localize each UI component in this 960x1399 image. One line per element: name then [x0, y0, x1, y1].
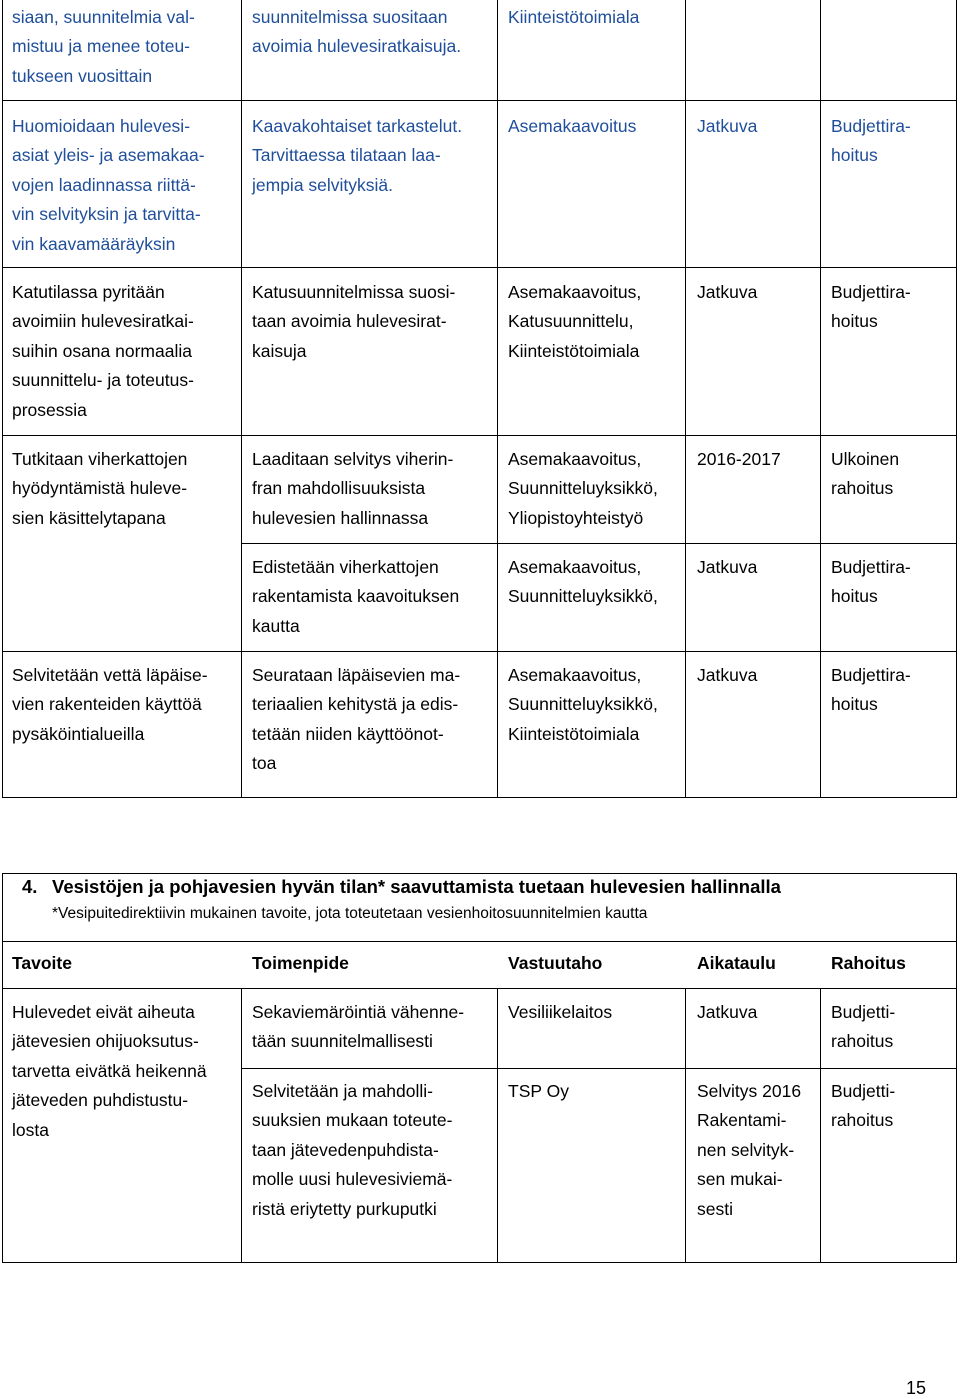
table-cell-rahoitus: Budjettira- hoitus: [831, 557, 911, 607]
header-rahoitus: Rahoitus: [831, 953, 906, 973]
table-cell-tavoite: Huomioidaan hulevesi- asiat yleis- ja asemakaa- vojen laadinnassa riittä- vin selvityksin ja tarvitta- vin kaavamääräyksin: [12, 116, 205, 254]
section-title-text: Vesistöjen ja pohjavesien hyvän tilan* saavuttamista tuetaan hulevesien hallinnalla: [52, 876, 781, 897]
page-number: 15: [906, 1378, 927, 1398]
table-cell-tavoite: Katutilassa pyritään avoimiin hulevesiratkai- suihin osana normaalia suunnittelu- ja toteutus- prosessia: [12, 282, 194, 420]
table-cell-aikataulu: Jatkuva: [697, 116, 758, 136]
table-cell-vastuutaho: Vesiliikelaitos: [508, 1002, 613, 1022]
table-cell-vastuutaho: Asemakaavoitus, Katusuunnittelu, Kiinteistötoimiala: [508, 282, 642, 361]
table-cell-toimenpide: Seurataan läpäisevien ma- teriaalien kehitystä ja edis- tetään niiden käyttöönot- toa: [252, 665, 461, 774]
table-cell-tavoite: siaan, suunnitelmia val- mistuu ja menee toteu- tukseen vuosittain: [12, 7, 195, 86]
table-cell-rahoitus: Ulkoinen rahoitus: [831, 449, 900, 499]
table-cell-vastuutaho: TSP Oy: [508, 1081, 569, 1101]
table-cell-toimenpide: Katusuunnitelmissa suosi- taan avoimia hulevesirat- kaisuja: [252, 282, 456, 361]
table-cell-aikataulu: Jatkuva: [697, 665, 758, 685]
table-cell-vastuutaho: Kiinteistötoimiala: [508, 7, 640, 27]
header-tavoite: Tavoite: [12, 953, 72, 973]
table-cell-toimenpide: suunnitelmissa suositaan avoimia hulevesiratkaisuja.: [252, 7, 462, 57]
table-cell-tavoite: Tutkitaan viherkattojen hyödyntämistä huleve- sien käsittelytapana: [12, 449, 188, 528]
table-cell-aikataulu: Jatkuva: [697, 1002, 758, 1022]
table-cell-toimenpide: Edistetään viherkattojen rakentamista kaavoituksen kautta: [252, 557, 460, 636]
table-cell-rahoitus: Budjetti- rahoitus: [831, 1081, 896, 1131]
table-cell-vastuutaho: Asemakaavoitus, Suunnitteluyksikkö, Kiinteistötoimiala: [508, 665, 658, 744]
table-cell-rahoitus: Budjettira- hoitus: [831, 282, 911, 332]
table-cell-tavoite: Selvitetään vettä läpäise- vien rakenteiden käyttöä pysäköintialueilla: [12, 665, 208, 744]
table-cell-tavoite: Hulevedet eivät aiheuta jätevesien ohijuoksutus- tarvetta eivätkä heikennä jäteveden puhdistustu- losta: [12, 1002, 207, 1140]
table-cell-rahoitus: Budjettira- hoitus: [831, 665, 911, 715]
table-cell-toimenpide: Kaavakohtaiset tarkastelut. Tarvittaessa tilataan laa- jempia selvityksiä.: [252, 116, 463, 195]
table-cell-aikataulu: Jatkuva: [697, 557, 758, 577]
table-cell-rahoitus: Budjetti- rahoitus: [831, 1002, 896, 1052]
table-cell-toimenpide: Laaditaan selvitys viherin- fran mahdollisuuksista hulevesien hallinnassa: [252, 449, 454, 528]
table-cell-rahoitus: Budjettira- hoitus: [831, 116, 911, 166]
table-cell-toimenpide: Selvitetään ja mahdolli- suuksien mukaan toteute- taan jätevedenpuhdista- molle uusi hulevesiviemä- ristä eriytetty purkuputki: [252, 1081, 453, 1219]
section-number: 4.: [22, 876, 38, 897]
table-cell-vastuutaho: Asemakaavoitus, Suunnitteluyksikkö,: [508, 557, 658, 607]
header-vastuutaho: Vastuutaho: [508, 953, 603, 973]
table-cell-aikataulu: Jatkuva: [697, 282, 758, 302]
table-cell-vastuutaho: Asemakaavoitus: [508, 116, 637, 136]
header-aikataulu: Aikataulu: [697, 953, 776, 973]
table-cell-aikataulu: Selvitys 2016 Rakentami- nen selvityk- sen mukai- sesti: [697, 1081, 802, 1219]
table-cell-aikataulu: 2016-2017: [697, 449, 781, 469]
section-footnote: *Vesipuitedirektiivin mukainen tavoite, jota toteutetaan vesienhoitosuunnitelmien kautta: [52, 905, 648, 922]
header-toimenpide: Toimenpide: [252, 953, 349, 973]
table-cell-vastuutaho: Asemakaavoitus, Suunnitteluyksikkö, Yliopistoyhteistyö: [508, 449, 658, 528]
section-title: [22, 876, 781, 898]
table-cell-toimenpide: Sekaviemäröintiä vähenne- tään suunnitelmallisesti: [252, 1002, 465, 1052]
